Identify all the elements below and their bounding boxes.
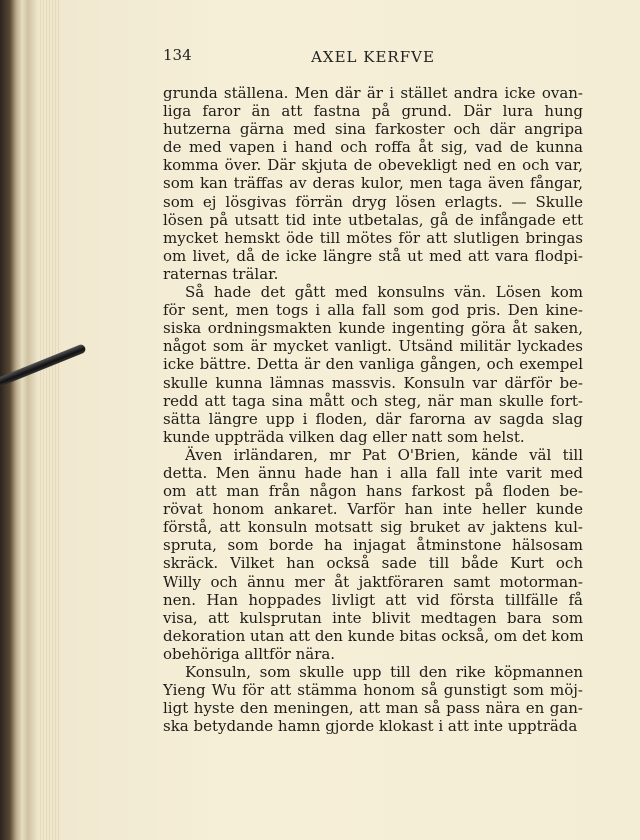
- text-line: ligt hyste den meningen, att man så pass nära en gan-: [163, 699, 583, 718]
- text-line: om att man från någon hans farkost på floden be-: [163, 482, 583, 501]
- text-line: nen. Han hoppades livligt att vid första tillfälle få: [163, 590, 583, 609]
- text-line: Konsuln, som skulle upp till den rike köpmannen: [185, 663, 583, 681]
- page-number: 134: [163, 46, 192, 64]
- text-line: spruta, som borde ha injagat åtminstone hälsosam: [163, 536, 583, 555]
- page-header: [163, 46, 583, 68]
- text-line: de med vapen i hand och roffa åt sig, vad de kunna: [163, 138, 583, 157]
- text-line: komma över. Där skjuta de obevekligt ned en och var,: [163, 156, 583, 175]
- text-line: om livet, då de icke längre stå ut med att vara flodpi-: [163, 246, 583, 265]
- text-line: Willy och ännu mer åt jaktföraren samt motorman-: [163, 572, 583, 591]
- text-line: sätta längre upp i floden, där farorna av sagda slag: [163, 409, 583, 428]
- text-line: Yieng Wu för att stämma honom så gunstigt som möj-: [163, 681, 583, 700]
- text-line: icke bättre. Detta är den vanliga gången, och exempel: [163, 355, 583, 374]
- text-line: redd att taga sina mått och steg, när man skulle fort-: [163, 391, 583, 410]
- text-line: detta. Men ännu hade han i alla fall inte varit med: [163, 463, 583, 482]
- text-line: Även irländaren, mr Pat O'Brien, kände väl till: [185, 445, 583, 464]
- text-line: mycket hemskt öde till mötes för att slutligen bringas: [163, 228, 583, 247]
- text-line: visa, att kulsprutan inte blivit medtagen bara som: [163, 608, 583, 627]
- text-line: för sent, men togs i alla fall som god pris. Den kine-: [163, 301, 583, 320]
- text-line: skulle kunna lämnas massvis. Konsuln var därför be-: [163, 373, 583, 392]
- text-line: grunda ställena. Men där är i stället andra icke ovan-: [163, 84, 583, 102]
- text-line: som kan träffas av deras kulor, men taga även fångar,: [163, 174, 583, 193]
- text-line: förstå, att konsuln motsatt sig bruket av jaktens kul-: [163, 518, 583, 537]
- paragraph: [163, 283, 583, 446]
- text-line: Så hade det gått med konsulns vän. Lösen kom: [185, 283, 583, 302]
- text-line: obehöriga alltför nära.: [163, 644, 336, 663]
- text-line: rövat honom ankaret. Varför han inte heller kunde: [163, 500, 583, 519]
- text-line: skräck. Vilket han också sade till både Kurt och: [163, 554, 583, 573]
- text-line: siska ordningsmakten kunde ingenting göra åt saken,: [163, 319, 583, 338]
- text-line: kunde uppträda vilken dag eller natt som helst.: [163, 427, 525, 446]
- paragraph: [163, 84, 583, 283]
- text-line: som ej lösgivas förrän dryg lösen erlagts. — Skulle: [163, 192, 583, 211]
- running-title: AXEL KERFVE: [311, 48, 435, 66]
- text-line: något som är mycket vanligt. Utsänd militär lyckades: [163, 337, 583, 356]
- text-line: hutzerna gärna med sina farkoster och där angripa: [163, 120, 583, 139]
- paragraph: [163, 663, 583, 735]
- text-line: liga faror än att fastna på grund. Där lura hung: [163, 102, 583, 121]
- body-text: [163, 84, 583, 735]
- paragraph: [163, 446, 583, 663]
- text-line: ska betydande hamn gjorde klokast i att inte uppträda: [163, 717, 578, 736]
- text-line: lösen på utsatt tid inte utbetalas, gå de infångade ett: [163, 210, 583, 229]
- page-stack: [38, 0, 60, 840]
- book-spine-edge: [0, 0, 38, 840]
- text-line: dekoration utan att den kunde bitas också, om det kom: [163, 626, 584, 645]
- text-line: raternas trälar.: [163, 264, 279, 283]
